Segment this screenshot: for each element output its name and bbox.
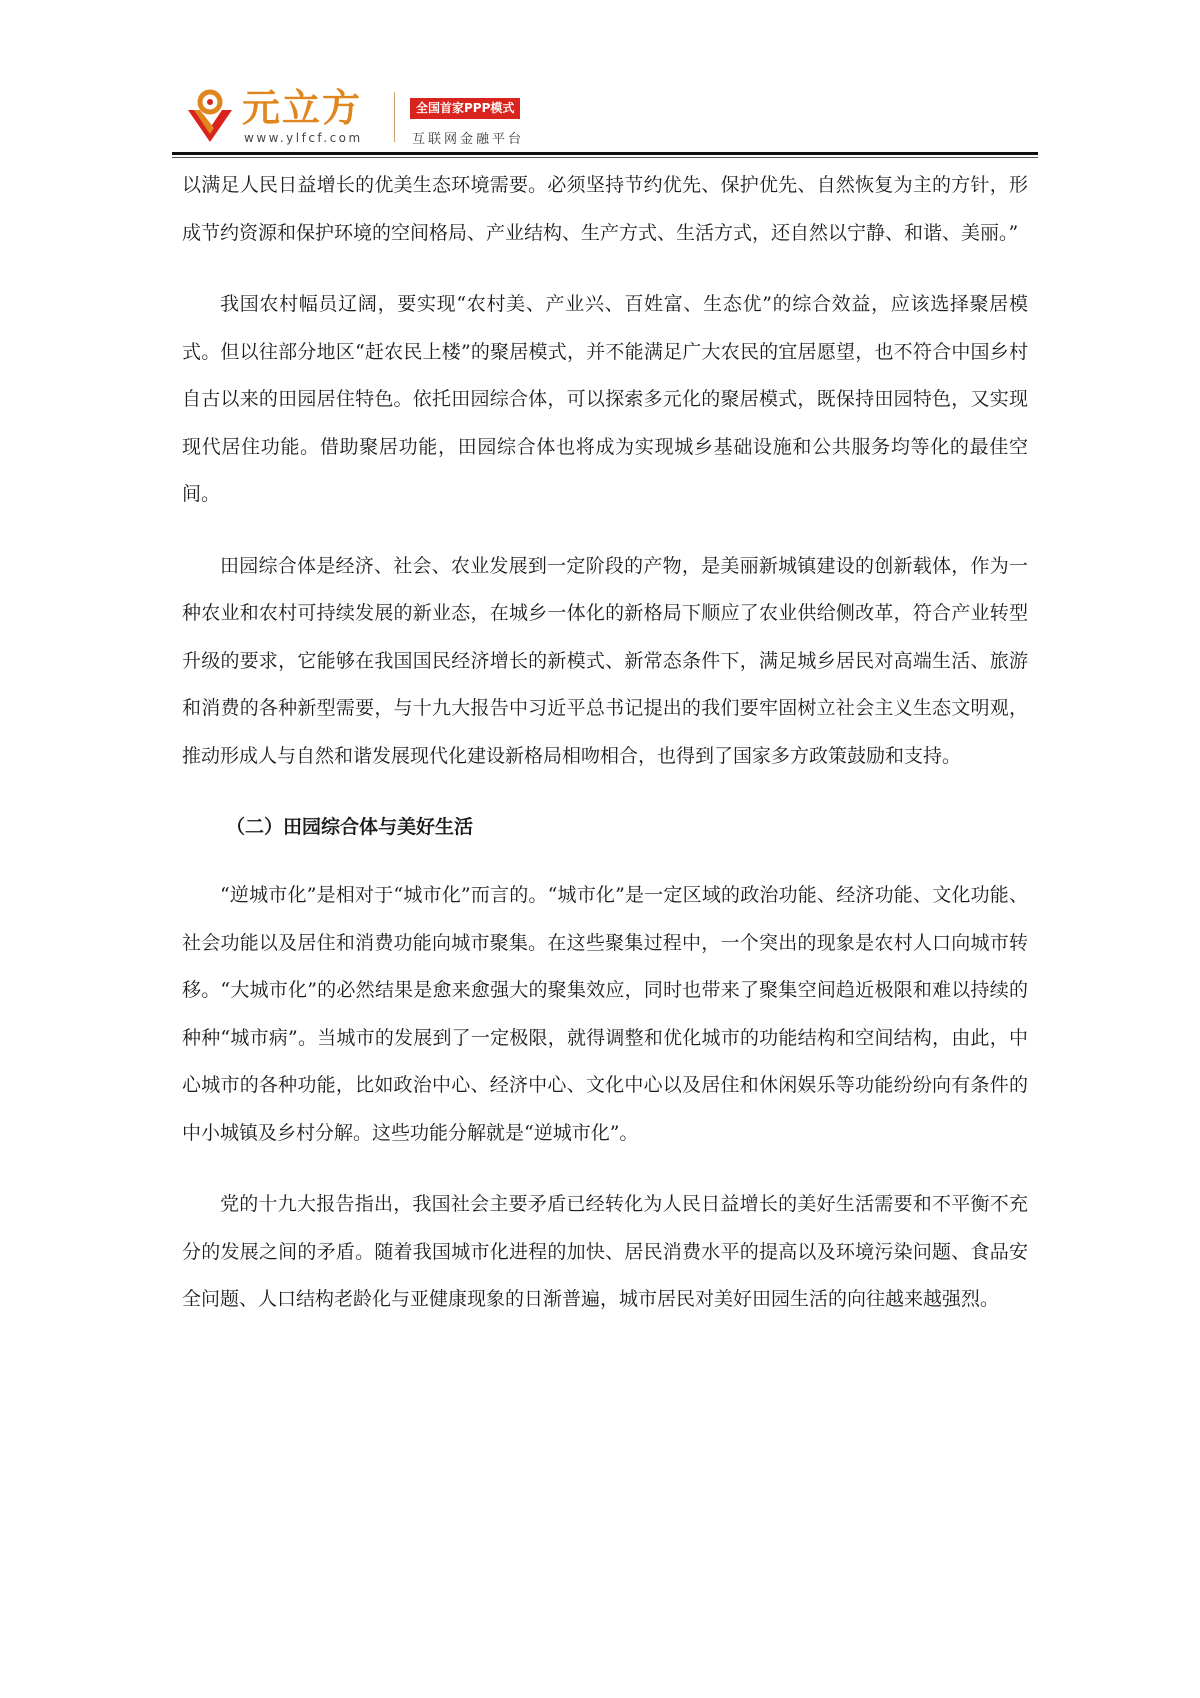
paragraph-5: 党的十九大报告指出，我国社会主要矛盾已经转化为人民日益增长的美好生活需要和不平衡不充分的发展之间的矛盾。随着我国城市化进程的加快、居民消费水平的提高以及环境污染问题、食品安全问题、人口结构老龄化与亚健康现象的日渐普遍，城市居民对美好田园生活的向往越来越强烈。	[182, 1193, 1028, 1310]
brand-name: 元立方	[242, 86, 363, 130]
header-subtitle: 互联网金融平台	[412, 132, 525, 147]
section-heading: （二）田园综合体与美好生活	[226, 816, 474, 838]
paragraph-4: “逆城市化”是相对于“城市化”而言的。“城市化”是一定区域的政治功能、经济功能、文化功能、社会功能以及居住和消费功能向城市聚集。在这些聚集过程中，一个突出的现象是农村人口向城市转移。“大城市化”的必然结果是愈来愈强大的聚集效应，同时也带来了聚集空间趋近极限和难以持续的种种“城市病”。当城市的发展到了一定极限，就得调整和优化城市的功能结构和空间结构，由此，中心城市的各种功能，比如政治中心、经济中心、文化中心以及居住和休闲娱乐等功能纷纷向有条件的中小城镇及乡村分解。这些功能分解就是“逆城市化”。	[182, 884, 1028, 1144]
header-rule-thin	[172, 157, 1038, 158]
page-header	[172, 86, 1040, 150]
paragraph-1: 以满足人民日益增长的优美生态环境需要。必须坚持节约优先、保护优先、自然恢复为主的方针，形成节约资源和保护环境的空间格局、产业结构、生产方式、生活方式，还自然以宁静、和谐、美丽。”	[182, 174, 1028, 244]
header-badge: 全国首家PPP模式	[410, 98, 520, 119]
paragraph-2: 我国农村幅员辽阔，要实现“农村美、产业兴、百姓富、生态优”的综合效益，应该选择聚居模式。但以往部分地区“赶农民上楼”的聚居模式，并不能满足广大农民的宜居愿望，也不符合中国乡村自古以来的田园居住特色。依托田园综合体，可以探索多元化的聚居模式，既保持田园特色，又实现现代居住功能。借助聚居功能，田园综合体也将成为实现城乡基础设施和公共服务均等化的最佳空间。	[182, 293, 1028, 505]
header-rule	[172, 152, 1038, 155]
brand-url: www.ylfcf.com	[244, 131, 363, 145]
header-divider	[394, 92, 395, 142]
paragraph-3: 田园综合体是经济、社会、农业发展到一定阶段的产物，是美丽新城镇建设的创新载体，作为一种农业和农村可持续发展的新业态，在城乡一体化的新格局下顺应了农业供给侧改革，符合产业转型升级的要求，它能够在我国国民经济增长的新模式、新常态条件下，满足城乡居民对高端生活、旅游和消费的各种新型需要，与十九大报告中习近平总书记提出的我们要牢固树立社会主义生态文明观，推动形成人与自然和谐发展现代化建设新格局相吻相合，也得到了国家多方政策鼓励和支持。	[182, 554, 1028, 767]
document-body	[182, 162, 1028, 1348]
logo-icon	[184, 88, 236, 144]
